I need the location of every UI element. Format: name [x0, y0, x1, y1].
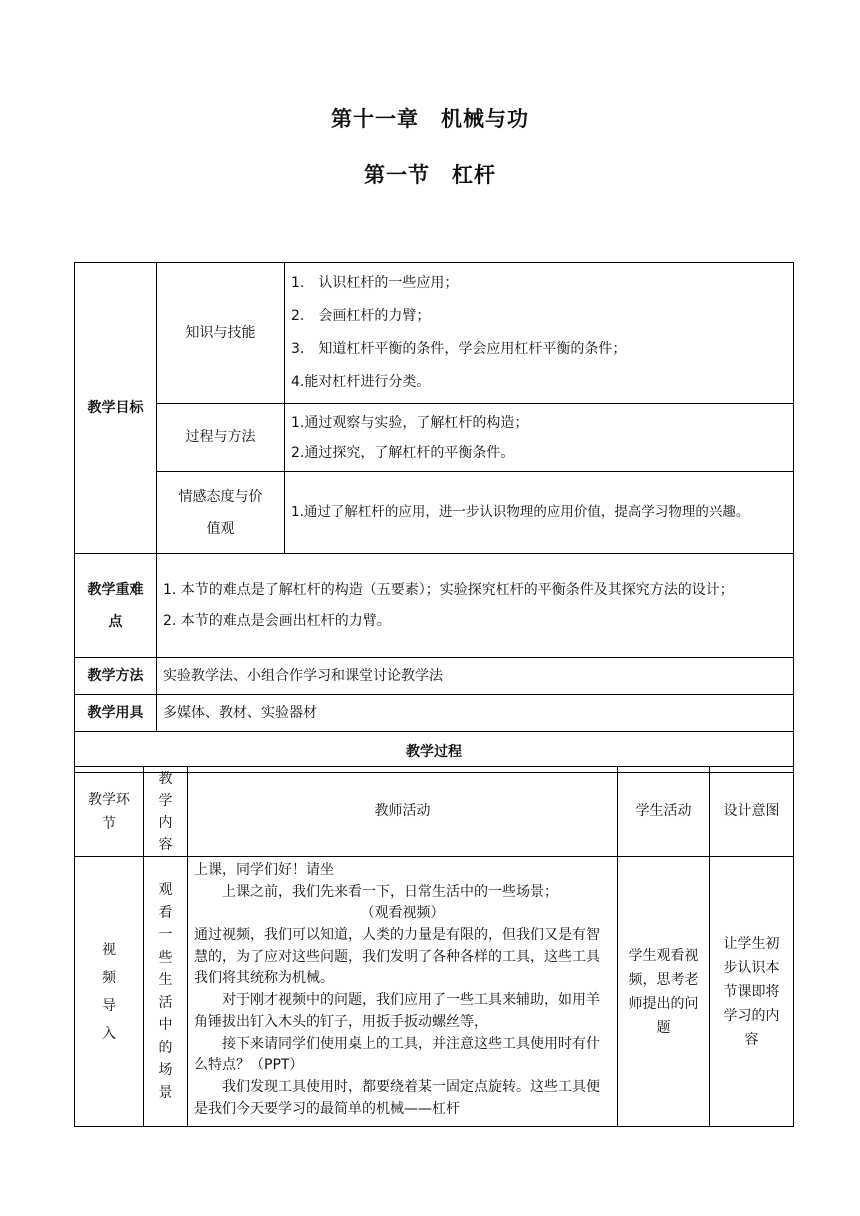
tools-text: 多媒体、教材、实验器材 — [157, 695, 794, 732]
knowledge-items — [285, 263, 794, 404]
row-stage — [75, 857, 144, 1127]
teacher-line: 接下来请同学们使用桌上的工具，并注意这些工具使用时有什么特点？（PPT） — [194, 1035, 600, 1074]
knowledge-item: 2. 会画杠杆的力臂； — [291, 308, 431, 324]
goals-label: 教学目标 — [75, 263, 157, 554]
teacher-line: 通过视频，我们可以知道，人类的力量是有限的，但我们又是有智慧的，为了应对这些问题，我们发明了各种各样的工具，这些工具我们将其统称为机械。 — [194, 927, 600, 987]
chapter-title: 第十一章 机械与功 — [331, 107, 529, 131]
col-intent: 设计意图 — [710, 767, 794, 857]
teacher-line: 上课之前，我们先来看一下，日常生活中的一些场景； — [222, 883, 558, 900]
row-content — [144, 857, 188, 1127]
student-activity — [618, 857, 710, 1127]
teacher-line: 我们发现工具使用时，都要绕着某一固定点旋转。这些工具便是我们今天要学习的最简单的机械——杠杆 — [194, 1078, 600, 1117]
key-points-text — [157, 554, 794, 658]
col-stage-label: 教学环节 — [88, 791, 130, 832]
emotion-label-line: 值观 — [206, 520, 235, 537]
tools-label: 教学用具 — [75, 695, 157, 732]
knowledge-item: 1. 认识杠杆的一些应用； — [291, 275, 459, 291]
process-items — [285, 404, 794, 472]
process-header: 教学过程 — [75, 732, 794, 773]
key-point-item: 2. 本节的难点是会画出杠杆的力臂。 — [163, 612, 391, 629]
key-points-label — [75, 554, 157, 658]
knowledge-item: 4.能对杠杆进行分类。 — [291, 374, 431, 390]
key-points-label-line: 教学重难 — [87, 581, 144, 598]
process-item: 2.通过探究，了解杠杆的平衡条件。 — [291, 444, 515, 461]
teacher-line: （观看视频） — [360, 905, 445, 922]
teacher-activity — [188, 857, 618, 1127]
method-text: 实验教学法、小组合作学习和课堂讨论教学法 — [157, 658, 794, 695]
emotion-label — [157, 472, 285, 554]
section-title: 第一节 杠杆 — [364, 163, 496, 187]
process-table — [74, 766, 794, 1127]
process-label: 过程与方法 — [157, 404, 285, 472]
knowledge-label: 知识与技能 — [157, 263, 285, 404]
lesson-plan-table — [74, 262, 794, 773]
col-content — [144, 767, 188, 857]
emotion-label-line: 情感态度与价 — [178, 488, 263, 505]
row-stage-text: 视频导入 — [102, 941, 116, 1042]
emotion-text: 1.通过了解杠杆的应用，进一步认识物理的应用价值，提高学习物理的兴趣。 — [285, 472, 794, 554]
key-point-item: 1. 本节的难点是了解杠杆的构造（五要素）；实验探究杠杆的平衡条件及其探究方法的设计； — [163, 581, 734, 598]
student-activity-text: 学生观看视频，思考老师提出的问题 — [628, 947, 699, 1036]
teacher-line: 上课，同学们好！请坐 — [194, 862, 334, 878]
col-student: 学生活动 — [618, 767, 710, 857]
process-item: 1.通过观察与实验，了解杠杆的构造； — [291, 414, 529, 431]
design-intent-text: 让学生初步认识本节课即将学习的内容 — [723, 935, 780, 1048]
design-intent — [710, 857, 794, 1127]
col-stage — [75, 767, 144, 857]
knowledge-item: 3. 知道杠杆平衡的条件，学会应用杠杆平衡的条件； — [291, 341, 627, 357]
col-teacher: 教师活动 — [188, 767, 618, 857]
method-label: 教学方法 — [75, 658, 157, 695]
col-content-label: 教学内容 — [158, 770, 173, 853]
teacher-line: 对于刚才视频中的问题，我们应用了一些工具来辅助，如用羊角锤拔出钉入木头的钉子，用扳手扳动螺丝等， — [194, 992, 600, 1030]
row-content-text: 观看一些生活中的场景 — [158, 882, 173, 1101]
key-points-label-line: 点 — [108, 613, 123, 630]
